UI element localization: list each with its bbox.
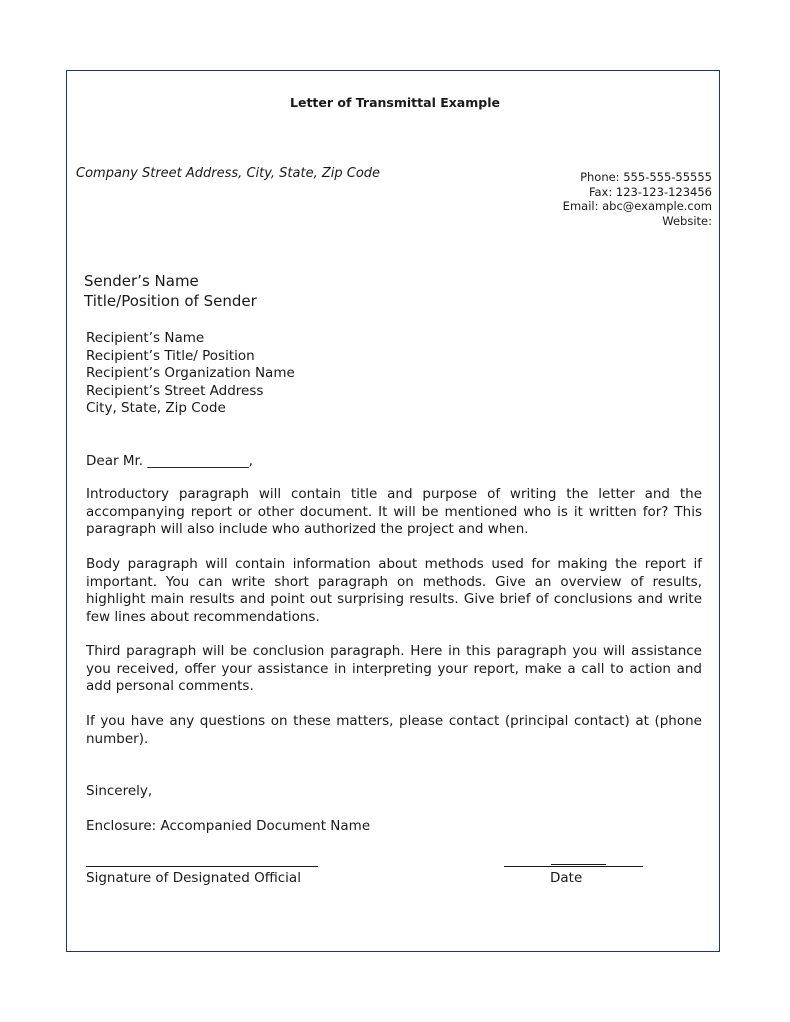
company-address: Company Street Address, City, State, Zip Code	[76, 166, 381, 181]
sender-title: Title/Position of Sender	[84, 291, 257, 310]
salutation: Dear Mr. _______________,	[86, 453, 253, 469]
closing: Sincerely,	[86, 783, 153, 799]
contact-email: Email: abc@example.com	[562, 199, 712, 213]
contact-block	[563, 170, 712, 228]
signature-label: Signature of Designated Official	[86, 870, 301, 886]
recipient-title: Recipient’s Title/ Position	[86, 347, 255, 364]
body-paragraph: Body paragraph will contain information about methods used for making the report if important. You can write short paragraph on methods. Give an overview of results, highlight main results and point out surprising results. Give brief of conclusions and write few lines about recommendations.	[86, 556, 702, 625]
questions-paragraph: If you have any questions on these matters, please contact (principal contact) at (phone number).	[86, 713, 702, 747]
intro-paragraph: Introductory paragraph will contain title and purpose of writing the letter and the accompanying report or other document. It will be mentioned who is it written for? This paragraph will also include who authorized the project and when.	[86, 486, 702, 537]
recipient-block	[86, 330, 295, 418]
recipient-street: Recipient’s Street Address	[86, 382, 264, 399]
date-underline	[551, 864, 606, 865]
third-paragraph: Third paragraph will be conclusion paragraph. Here in this paragraph you will assistance you received, offer your assistance in interpreting your report, make a call to action and add personal comments.	[86, 643, 702, 694]
contact-phone: Phone: 555-555-55555	[580, 170, 712, 184]
date-label: Date	[550, 870, 583, 886]
contact-fax: Fax: 123-123-123456	[588, 184, 712, 199]
date-line	[504, 866, 643, 867]
signature-line	[86, 866, 318, 867]
recipient-organization: Recipient’s Organization Name	[86, 365, 295, 381]
recipient-name: Recipient’s Name	[86, 330, 205, 346]
sender-block	[84, 272, 257, 311]
contact-website: Website:	[662, 213, 712, 228]
sender-name: Sender’s Name	[84, 272, 199, 290]
recipient-city: City, State, Zip Code	[86, 400, 226, 416]
enclosure-line: Enclosure: Accompanied Document Name	[86, 818, 371, 834]
letter-title: Letter of Transmittal Example	[290, 95, 500, 110]
